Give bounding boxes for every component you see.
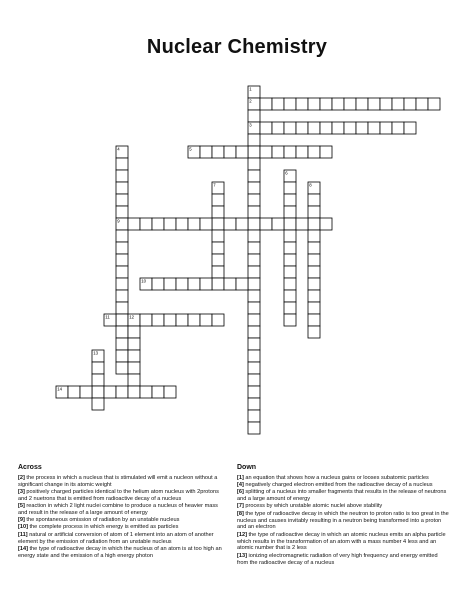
grid-cell[interactable] [284,314,296,326]
clue-number-label: 12 [129,314,135,320]
down-clues [237,465,449,567]
grid-cell[interactable] [284,302,296,314]
clue-text: the complete process in which energy is emitted as particles [27,524,179,531]
across-clues [18,465,224,560]
grid-cell[interactable] [176,278,188,290]
across-clue [18,524,224,531]
grid-cell[interactable] [296,98,308,110]
grid-cell[interactable] [248,374,260,386]
across-heading: Across [18,464,42,471]
clue-number: [4] [237,482,244,489]
grid-cell[interactable] [308,98,320,110]
clue-number-label: 1 [249,86,252,92]
grid-cell[interactable] [416,98,428,110]
clue-number-label: 6 [285,170,288,176]
grid-cell[interactable] [116,266,128,278]
grid-cell[interactable] [80,386,92,398]
grid-cell[interactable] [128,350,140,362]
down-clue [237,532,449,553]
grid-cell[interactable] [320,146,332,158]
grid-cell[interactable] [200,278,212,290]
clue-number: [6] [237,489,244,496]
clue-number: [14] [18,545,28,552]
clue-text: process by which unstable atomic nuclei above stability [243,503,383,510]
grid-cell[interactable] [248,158,260,170]
grid-cell[interactable] [284,206,296,218]
grid-cell[interactable] [296,146,308,158]
grid-cell[interactable] [212,278,224,290]
grid-cell[interactable] [260,122,272,134]
grid-cell[interactable] [284,254,296,266]
clue-number-label: 8 [309,182,312,188]
grid-cell[interactable] [116,302,128,314]
grid-cell[interactable] [116,242,128,254]
grid-cell[interactable] [284,146,296,158]
down-clue [237,511,449,532]
grid-cell[interactable] [332,122,344,134]
grid-cell[interactable] [188,278,200,290]
grid-cell[interactable] [68,386,80,398]
across-clue [18,546,224,560]
grid-cell[interactable] [260,218,272,230]
grid-cell[interactable] [128,386,140,398]
grid-cell[interactable] [248,134,260,146]
grid-cell[interactable] [116,314,128,326]
grid-cell[interactable] [128,218,140,230]
grid-cell[interactable] [308,290,320,302]
clue-number-label: 4 [117,146,120,152]
grid-cell[interactable] [260,98,272,110]
grid-cell[interactable] [92,362,104,374]
grid-cell[interactable] [284,230,296,242]
grid-cell[interactable] [116,170,128,182]
grid-cell[interactable] [248,182,260,194]
grid-cell[interactable] [236,278,248,290]
grid-cell[interactable] [404,98,416,110]
grid-cell[interactable] [248,242,260,254]
clue-number-label: 10 [141,278,147,284]
across-clue [18,503,224,517]
grid-cell[interactable] [248,338,260,350]
grid-cell[interactable] [320,98,332,110]
grid-cell[interactable] [308,326,320,338]
grid-cell[interactable] [164,314,176,326]
grid-cell[interactable] [284,290,296,302]
grid-cell[interactable] [128,374,140,386]
clue-number-label: 11 [105,314,110,320]
grid-cell[interactable] [152,386,164,398]
grid-cell[interactable] [284,194,296,206]
clue-text: natural or artificial conversion of atom of 1 element into an atom of another element by the emission of radiation from an unstable nucleus [18,531,214,545]
clue-number-label: 2 [249,98,252,104]
grid-cell[interactable] [224,278,236,290]
grid-cell[interactable] [128,338,140,350]
grid-cell[interactable] [248,230,260,242]
grid-cell[interactable] [308,266,320,278]
grid-cell[interactable] [428,98,440,110]
grid-cell[interactable] [152,278,164,290]
down-clue [237,475,449,482]
grid-cell[interactable] [368,98,380,110]
grid-cell[interactable] [248,170,260,182]
grid-cell[interactable] [284,278,296,290]
grid-cell[interactable] [344,122,356,134]
grid-cell[interactable] [116,182,128,194]
grid-cell[interactable] [176,314,188,326]
grid-cell[interactable] [296,122,308,134]
clue-number-label: 7 [213,182,216,188]
grid-cell[interactable] [248,386,260,398]
grid-cell[interactable] [212,314,224,326]
grid-cell[interactable] [212,266,224,278]
grid-cell[interactable] [308,218,320,230]
down-clue [237,489,449,503]
down-clue [237,553,449,567]
down-clue-list [237,475,449,567]
grid-cell[interactable] [104,386,116,398]
grid-cell[interactable] [116,362,128,374]
grid-cell[interactable] [284,266,296,278]
grid-cell[interactable] [164,386,176,398]
across-clue [18,475,224,489]
grid-cell[interactable] [308,146,320,158]
grid-cell[interactable] [188,218,200,230]
clue-text: negatively charged electron emitted from the radioactive decay of a nucleus [243,482,433,489]
grid-cell[interactable] [344,98,356,110]
grid-cell[interactable] [356,122,368,134]
grid-cell[interactable] [404,122,416,134]
clue-number: [8] [237,510,244,517]
grid-cell[interactable] [188,314,200,326]
grid-cell[interactable] [248,362,260,374]
grid-cell[interactable] [212,146,224,158]
clue-number-label: 13 [93,350,99,356]
down-clue [237,503,449,510]
grid-cell[interactable] [212,230,224,242]
grid-cell[interactable] [248,422,260,434]
grid-cell[interactable] [176,218,188,230]
clue-number-label: 5 [189,146,192,152]
grid-cell[interactable] [116,338,128,350]
grid-cell[interactable] [284,182,296,194]
grid-cell[interactable] [200,218,212,230]
grid-cell[interactable] [356,98,368,110]
grid-cell[interactable] [164,218,176,230]
grid-cell[interactable] [248,194,260,206]
grid-cell[interactable] [200,314,212,326]
clue-number-label: 14 [57,386,63,392]
grid-cell[interactable] [380,122,392,134]
grid-cell[interactable] [224,218,236,230]
grid-cell[interactable] [248,314,260,326]
clue-text: positively charged particles identical to the helium atom nucleus with 2protons and 2 nuetrons that is emitted from radioactive decay of a nucleus [18,489,219,502]
grid-cell[interactable] [128,362,140,374]
grid-cell[interactable] [116,158,128,170]
grid-cell[interactable] [248,326,260,338]
grid-cell[interactable] [140,314,152,326]
grid-cell[interactable] [248,254,260,266]
clue-number-label: 9 [117,218,120,224]
grid-cell[interactable] [140,386,152,398]
grid-cell[interactable] [308,254,320,266]
clue-number: [12] [237,531,247,538]
down-heading: Down [237,464,257,471]
grid-cell[interactable] [212,218,224,230]
grid-cell[interactable] [380,98,392,110]
grid-cell[interactable] [308,230,320,242]
grid-cell[interactable] [320,122,332,134]
grid-cell[interactable] [200,146,212,158]
clue-number: [7] [237,503,244,510]
clue-text: the type of radioactive decay in which the neutron to proton ratio is too great in the nucleus and causes invitably resulting in a neutron being transformed into a proton and an electron [237,510,449,531]
grid-cell[interactable] [116,194,128,206]
grid-cell[interactable] [320,218,332,230]
grid-cell[interactable] [272,122,284,134]
puzzle-title: Nuclear Chemistry [146,36,328,58]
clue-text: splitting of a nucleus into smaller fragments that results in the release of neutrons and a large amount of energy [237,489,447,503]
clue-number: [3] [18,489,25,496]
grid-cell[interactable] [152,218,164,230]
grid-cell[interactable] [248,278,260,290]
grid-cell[interactable] [152,314,164,326]
grid-cell[interactable] [92,386,104,398]
clue-text: the process in which a nucleus that is stimulated will emit a nucleon without a significant change in its atomic weight [18,474,218,488]
grid-cell[interactable] [128,326,140,338]
across-clue [18,517,224,524]
clue-number: [5] [18,503,25,510]
grid-cell[interactable] [164,278,176,290]
clue-number: [11] [18,531,28,538]
grid-cell[interactable] [116,230,128,242]
grid-cell[interactable] [116,254,128,266]
grid-cell[interactable] [140,218,152,230]
clue-text: reaction in which 2 light nuclei combine to produce a nucleus of heavier mass and result in the release of a large amount of energy [18,503,218,517]
clue-text: ionizing electromagnetic radiation of very high frequency and energy emitted from the radioactive decay of a nucleus [237,552,438,566]
grid-cell[interactable] [248,146,260,158]
grid-cell[interactable] [248,302,260,314]
grid-cell[interactable] [284,98,296,110]
grid-cell[interactable] [284,242,296,254]
grid-cell[interactable] [284,122,296,134]
clue-number: [9] [18,517,25,524]
clue-number: [13] [237,552,247,559]
grid-cell[interactable] [248,350,260,362]
across-clue-list [18,475,224,560]
grid-cell[interactable] [332,98,344,110]
clue-number-label: 3 [249,122,252,128]
grid-cell[interactable] [284,218,296,230]
grid-cell[interactable] [116,350,128,362]
grid-cell[interactable] [308,122,320,134]
grid-cell[interactable] [116,206,128,218]
grid-cell[interactable] [272,218,284,230]
grid-cell[interactable] [248,206,260,218]
grid-cell[interactable] [392,98,404,110]
clue-number: [1] [237,474,244,481]
grid-cell[interactable] [260,146,272,158]
grid-cell[interactable] [116,386,128,398]
grid-cell[interactable] [236,146,248,158]
grid-cell[interactable] [296,218,308,230]
grid-cell[interactable] [308,206,320,218]
grid-cell[interactable] [272,146,284,158]
grid-cell[interactable] [248,110,260,122]
across-clue [18,489,224,503]
grid-cell[interactable] [248,398,260,410]
clue-number: [2] [18,474,25,481]
clue-text: the spontaneous omission of radiation by an unstable nucleus [24,517,180,524]
grid-cell[interactable] [92,374,104,386]
grid-cell[interactable] [308,194,320,206]
grid-cell[interactable] [212,254,224,266]
down-clue [237,482,449,489]
across-clue [18,532,224,546]
grid-cell[interactable] [308,314,320,326]
clue-text: the type of radioactive decay in which an atomic nucleus emits an alpha particle which results in the transformation of an atom with a mass number 4 less and an atomic number that is 2 less [237,531,446,552]
grid-cell[interactable] [212,194,224,206]
grid-cell[interactable] [248,266,260,278]
grid-cell[interactable] [212,206,224,218]
grid-cell[interactable] [248,410,260,422]
grid-cell[interactable] [92,398,104,410]
grid-cell[interactable] [308,302,320,314]
grid-cell[interactable] [224,146,236,158]
grid-cell[interactable] [392,122,404,134]
clue-text: an equation that shows how a nucleus gains or looses subatomic particles [243,474,429,481]
clue-text: the type of radioactive decay in which the nucleus of an atom is at too high an energy state and the emission of a high energy photon [18,545,222,559]
grid-cell[interactable] [116,278,128,290]
grid-cell[interactable] [368,122,380,134]
grid-cell[interactable] [248,218,260,230]
clue-number: [10] [18,524,28,531]
grid-cell[interactable] [308,242,320,254]
grid-cell[interactable] [248,290,260,302]
grid-cell[interactable] [212,242,224,254]
grid-cell[interactable] [116,290,128,302]
grid-cell[interactable] [116,326,128,338]
grid-cell[interactable] [236,218,248,230]
grid-cell[interactable] [308,278,320,290]
grid-cell[interactable] [272,98,284,110]
